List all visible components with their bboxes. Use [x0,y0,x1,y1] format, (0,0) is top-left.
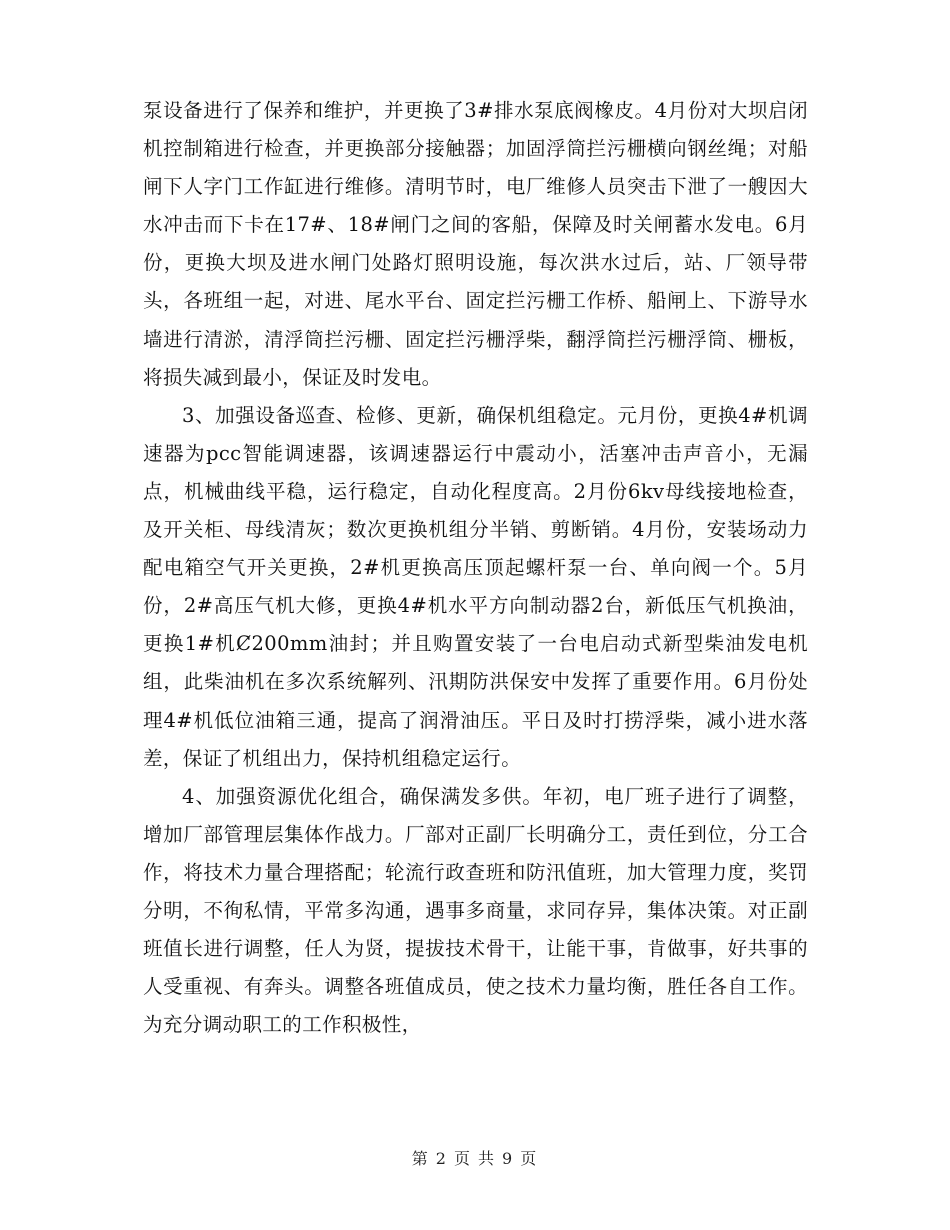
footer-total-pages: 9 [502,1149,515,1168]
footer-total-unit: 页 [520,1149,539,1168]
document-body [143,92,808,1044]
paragraph-1: 泵设备进行了保养和维护，并更换了3#排水泵底阀橡皮。4月份对大坝启闭机控制箱进行检查，并更换部分接触器；加固浮筒拦污栅横向钢丝绳；对船闸下人字门工作缸进行维修。清明节时，电厂维修人员突击下泄了一艘因大水冲击而下卡在17#、18#闸门之间的客船，保障及时关闸蓄水发电。6月份，更换大坝及进水闸门处路灯照明设施，每次洪水过后，站、厂领导带头，各班组一起，对进、尾水平台、固定拦污栅工作桥、船闸上、下游导水墙进行清淤，清浮筒拦污栅、固定拦污栅浮柴，翻浮筒拦污栅浮筒、栅板，将损失减到最小，保证及时发电。 [143,99,808,389]
footer-current-page: 2 [435,1149,448,1168]
paragraph-3: 4、加强资源优化组合，确保满发多供。年初，电厂班子进行了调整，增加厂部管理层集体作战力。厂部对正副厂长明确分工，责任到位，分工合作，将技术力量合理搭配；轮流行政查班和防汛值班，加大管理力度，奖罚分明，不徇私情，平常多沟通，遇事多商量，求同存异，集体决策。对正副班值长进行调整，任人为贤，提拔技术骨干，让能干事，肯做事，好共事的人受重视、有奔头。调整各班值成员，使之技术力量均衡，胜任各自工作。为充分调动职工的工作积极性， [143,784,808,1037]
footer-prefix: 第 [411,1149,430,1168]
footer-total-word: 共 [478,1149,497,1168]
paragraph-2: 3、加强设备巡查、检修、更新，确保机组稳定。元月份，更换4#机调速器为pcc智能调速器，该调速器运行中震动小，活塞冲击声音小，无漏点，机械曲线平稳，运行稳定，自动化程度高。2月份6kv母线接地检查，及开关柜、母线清灰；数次更换机组分半销、剪断销。4月份，安装场动力配电箱空气开关更换，2#机更换高压顶起螺杆泵一台、单向阀一个。5月份，2#高压气机大修，更换4#机水平方向制动器2台，新低压气机换油，更换1#机Ȼ200mm油封；并且购置安装了一台电启动式新型柴油发电机组，此柴油机在多次系统解列、汛期防洪保安中发挥了重要作用。6月份处理4#机低位油箱三通，提高了润滑油压。平日及时打捞浮柴，减小进水落差，保证了机组出力，保持机组稳定运行。 [143,403,808,770]
page-footer [0,1146,950,1169]
footer-page-unit: 页 [453,1149,472,1168]
